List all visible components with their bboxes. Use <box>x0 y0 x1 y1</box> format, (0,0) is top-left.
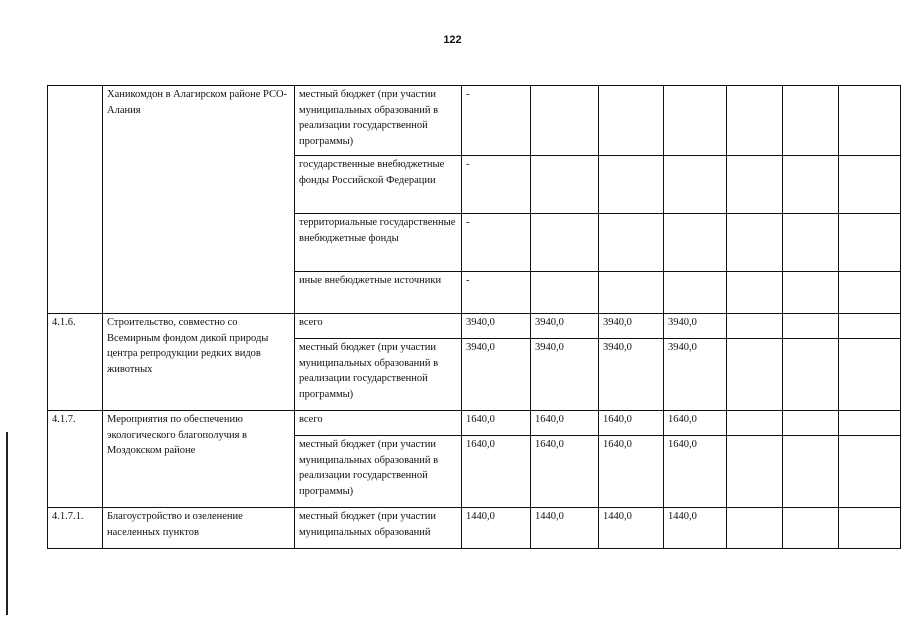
cell-value <box>727 436 783 508</box>
cell-value: 1440,0 <box>462 508 531 549</box>
cell-value <box>783 411 839 436</box>
cell-value <box>727 314 783 339</box>
cell-value <box>664 214 727 272</box>
cell-value <box>727 508 783 549</box>
cell-source: местный бюджет (при участии муниципальных образований <box>295 508 462 549</box>
cell-value <box>727 272 783 314</box>
cell-source: иные внебюджетные источники <box>295 272 462 314</box>
cell-value: 3940,0 <box>664 314 727 339</box>
cell-name: Ханикомдон в Алагирском районе РСО-Алания <box>103 86 295 314</box>
cell-source: всего <box>295 314 462 339</box>
cell-value <box>599 86 664 156</box>
cell-value: 1640,0 <box>531 436 599 508</box>
cell-value <box>664 272 727 314</box>
cell-name: Мероприятия по обеспечению экологического благополучия в Моздокском районе <box>103 411 295 508</box>
cell-value <box>839 214 901 272</box>
cell-value <box>839 314 901 339</box>
cell-value <box>727 411 783 436</box>
cell-value <box>727 86 783 156</box>
cell-value <box>727 156 783 214</box>
cell-name: Благоустройство и озеленение населенных пунктов <box>103 508 295 549</box>
cell-value <box>783 339 839 411</box>
cell-value <box>664 156 727 214</box>
cell-value: 1640,0 <box>531 411 599 436</box>
cell-source: местный бюджет (при участии муниципальных образований в реализации государственной программы) <box>295 436 462 508</box>
cell-value: 3940,0 <box>531 314 599 339</box>
cell-value <box>839 339 901 411</box>
cell-value <box>839 411 901 436</box>
cell-value <box>531 214 599 272</box>
cell-value <box>664 86 727 156</box>
table-row <box>48 411 901 436</box>
cell-value <box>783 314 839 339</box>
cell-source: местный бюджет (при участии муниципальных образований в реализации государственной программы) <box>295 86 462 156</box>
cell-value: - <box>462 272 531 314</box>
cell-value <box>783 508 839 549</box>
cell-value <box>531 86 599 156</box>
cell-value <box>839 272 901 314</box>
cell-value: 1640,0 <box>462 411 531 436</box>
cell-value <box>599 156 664 214</box>
cell-value: 1440,0 <box>664 508 727 549</box>
table-row <box>48 508 901 549</box>
cell-source: всего <box>295 411 462 436</box>
cell-value <box>783 86 839 156</box>
cell-code <box>48 86 103 314</box>
cell-code: 4.1.7.1. <box>48 508 103 549</box>
cell-value <box>531 272 599 314</box>
cell-value: 1640,0 <box>599 411 664 436</box>
cell-source: государственные внебюджетные фонды Российской Федерации <box>295 156 462 214</box>
cell-value <box>839 508 901 549</box>
cell-value <box>531 156 599 214</box>
cell-source: местный бюджет (при участии муниципальных образований в реализации государственной программы) <box>295 339 462 411</box>
scan-margin-line <box>6 432 8 615</box>
cell-value: 3940,0 <box>462 339 531 411</box>
page-number: 122 <box>443 34 462 46</box>
cell-source: территориальные государственные внебюджетные фонды <box>295 214 462 272</box>
cell-value <box>839 86 901 156</box>
cell-value <box>599 214 664 272</box>
cell-value: - <box>462 86 531 156</box>
cell-value: 1440,0 <box>599 508 664 549</box>
cell-value <box>599 272 664 314</box>
cell-value <box>839 156 901 214</box>
cell-value: 3940,0 <box>599 314 664 339</box>
cell-value: 3940,0 <box>462 314 531 339</box>
cell-value: 3940,0 <box>664 339 727 411</box>
cell-value <box>783 436 839 508</box>
cell-value: - <box>462 156 531 214</box>
cell-value: 1640,0 <box>599 436 664 508</box>
cell-value <box>783 156 839 214</box>
cell-value: 3940,0 <box>599 339 664 411</box>
cell-code: 4.1.6. <box>48 314 103 411</box>
cell-value: 1640,0 <box>664 411 727 436</box>
budget-table <box>47 85 901 549</box>
cell-value: 1640,0 <box>462 436 531 508</box>
table-row <box>48 86 901 156</box>
table-row <box>48 314 901 339</box>
cell-value <box>839 436 901 508</box>
cell-value: 3940,0 <box>531 339 599 411</box>
cell-value: - <box>462 214 531 272</box>
cell-value <box>727 339 783 411</box>
cell-value <box>783 272 839 314</box>
cell-code: 4.1.7. <box>48 411 103 508</box>
cell-value <box>727 214 783 272</box>
cell-name: Строительство, совместно со Всемирным фондом дикой природы центра репродукции редких видов животных <box>103 314 295 411</box>
cell-value: 1640,0 <box>664 436 727 508</box>
cell-value <box>783 214 839 272</box>
cell-value: 1440,0 <box>531 508 599 549</box>
